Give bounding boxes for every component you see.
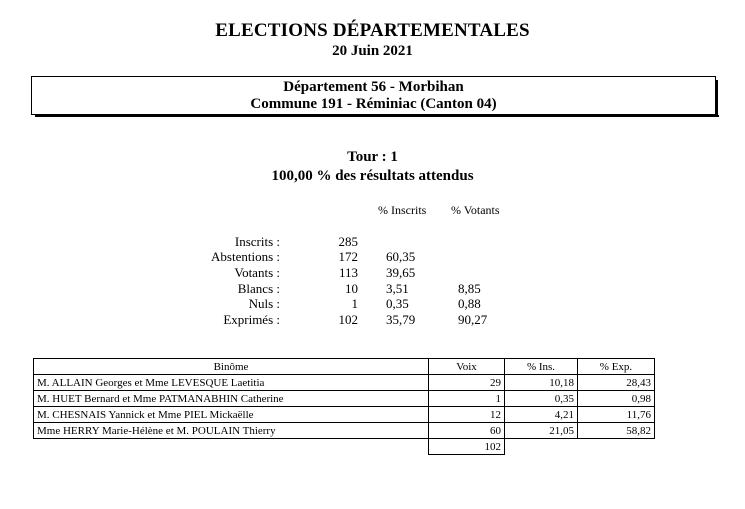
pct-votants-header: % Votants (451, 203, 500, 217)
election-date: 20 Juin 2021 (332, 43, 413, 59)
stat-label: Blancs : (237, 281, 280, 296)
results-table (33, 358, 655, 455)
stat-pct-inscrits: 39,65 (386, 265, 416, 280)
binome-name: M. CHESNAIS Yannick et Mme PIEL Mickaëlle (34, 407, 429, 423)
page-title: ELECTIONS DÉPARTEMENTALES (215, 20, 530, 41)
pct-exp-cell: 28,43 (578, 375, 655, 391)
stat-label: Exprimés : (223, 312, 280, 327)
stat-count: 10 (345, 281, 358, 296)
voix-cell: 1 (429, 391, 505, 407)
table-row (34, 391, 655, 407)
stat-row-votants (0, 265, 745, 281)
pct-ins-cell: 10,18 (505, 375, 578, 391)
location-box-shadow (35, 115, 719, 117)
column-header-pct-exp: % Exp. (578, 359, 655, 375)
stat-count: 1 (351, 296, 358, 311)
stat-pct-inscrits: 3,51 (386, 281, 409, 296)
column-header-voix: Voix (429, 359, 505, 375)
stat-label: Votants : (234, 265, 280, 280)
stat-pct-votants: 90,27 (458, 312, 488, 327)
stat-pct-votants: 8,85 (458, 281, 481, 296)
table-row (34, 423, 655, 439)
stat-label: Nuls : (248, 296, 280, 311)
voix-cell: 29 (429, 375, 505, 391)
location-box (31, 76, 716, 115)
pct-exp-cell: 11,76 (578, 407, 655, 423)
stat-pct-inscrits: 35,79 (386, 312, 416, 327)
results-expected-label: 100,00 % des résultats attendus (271, 168, 474, 184)
table-row (34, 375, 655, 391)
binome-name: M. HUET Bernard et Mme PATMANABHIN Catherine (34, 391, 429, 407)
stat-count: 113 (338, 265, 358, 280)
pct-exp-cell: 0,98 (578, 391, 655, 407)
stat-row-nuls (0, 296, 745, 312)
pct-ins-cell: 0,35 (505, 391, 578, 407)
total-spacer (578, 439, 655, 455)
stat-row-inscrits (0, 234, 745, 250)
pct-ins-cell: 4,21 (505, 407, 578, 423)
total-voix-cell: 102 (429, 439, 505, 455)
stat-pct-inscrits: 0,35 (386, 296, 409, 311)
binome-name: M. ALLAIN Georges et Mme LEVESQUE Laetitia (34, 375, 429, 391)
stat-row-exprimes (0, 312, 745, 328)
table-row (34, 407, 655, 423)
stat-row-blancs (0, 281, 745, 297)
voix-cell: 60 (429, 423, 505, 439)
stat-count: 172 (338, 249, 358, 264)
stat-count: 285 (338, 234, 358, 249)
commune-label: Commune 191 - Réminiac (Canton 04) (250, 96, 497, 112)
total-row (34, 439, 655, 455)
pct-exp-cell: 58,82 (578, 423, 655, 439)
voix-cell: 12 (429, 407, 505, 423)
column-header-pct-ins: % Ins. (505, 359, 578, 375)
stat-label: Inscrits : (234, 234, 280, 249)
tour-label: Tour : 1 (347, 149, 398, 165)
stat-row-abstentions (0, 249, 745, 265)
results-header-row (34, 359, 655, 375)
total-spacer (34, 439, 429, 455)
stat-pct-votants: 0,88 (458, 296, 481, 311)
stat-label: Abstentions : (211, 249, 280, 264)
pct-inscrits-header: % Inscrits (378, 203, 427, 217)
column-header-binome: Binôme (34, 359, 429, 375)
pct-ins-cell: 21,05 (505, 423, 578, 439)
departement-label: Département 56 - Morbihan (283, 79, 464, 95)
binome-name: Mme HERRY Marie-Hélène et M. POULAIN Thierry (34, 423, 429, 439)
total-spacer (505, 439, 578, 455)
stat-count: 102 (338, 312, 358, 327)
stat-pct-inscrits: 60,35 (386, 249, 416, 264)
